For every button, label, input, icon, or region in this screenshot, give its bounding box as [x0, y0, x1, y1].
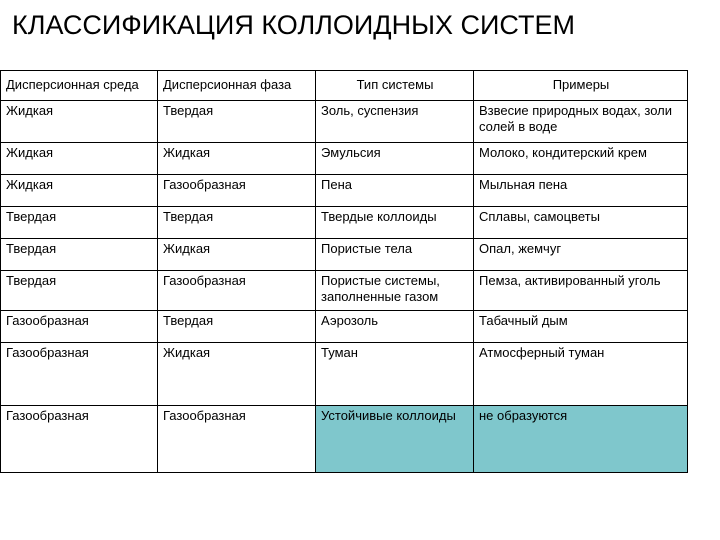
- cell-type: Пористые тела: [316, 239, 474, 271]
- cell-medium: Газообразная: [1, 406, 158, 473]
- cell-type: Эмульсия: [316, 143, 474, 175]
- table-row: [1, 343, 688, 406]
- page-title: КЛАССИФИКАЦИЯ КОЛЛОИДНЫХ СИСТЕМ: [12, 10, 575, 40]
- cell-phase: Твердая: [158, 207, 316, 239]
- table-row: [1, 175, 688, 207]
- classification-table: [0, 70, 688, 473]
- cell-examples: Сплавы, самоцветы: [474, 207, 688, 239]
- table-row: [1, 271, 688, 311]
- header-examples: Примеры: [474, 71, 688, 101]
- cell-medium: Твердая: [1, 271, 158, 311]
- table-header-row: [1, 71, 688, 101]
- cell-medium: Жидкая: [1, 101, 158, 143]
- cell-medium: Жидкая: [1, 143, 158, 175]
- table-row: [1, 311, 688, 343]
- table-row: [1, 101, 688, 143]
- cell-type: Пена: [316, 175, 474, 207]
- cell-type: Твердые коллоиды: [316, 207, 474, 239]
- cell-examples: Молоко, кондитерский крем: [474, 143, 688, 175]
- cell-phase: Газообразная: [158, 406, 316, 473]
- cell-type: Туман: [316, 343, 474, 406]
- cell-phase: Твердая: [158, 101, 316, 143]
- cell-phase: Жидкая: [158, 239, 316, 271]
- cell-type-highlighted: Устойчивые коллоиды: [316, 406, 474, 473]
- cell-type: Пористые системы, заполненные газом: [316, 271, 474, 311]
- header-dispersed-phase: Дисперсионная фаза: [158, 71, 316, 101]
- cell-phase: Жидкая: [158, 143, 316, 175]
- table-row: [1, 406, 688, 473]
- cell-examples: Взвесие природных водах, золи солей в воде: [474, 101, 688, 143]
- cell-phase: Жидкая: [158, 343, 316, 406]
- cell-medium: Твердая: [1, 207, 158, 239]
- cell-examples: Табачный дым: [474, 311, 688, 343]
- header-system-type: Тип системы: [316, 71, 474, 101]
- cell-phase: Твердая: [158, 311, 316, 343]
- cell-examples-highlighted: не образуются: [474, 406, 688, 473]
- header-dispersion-medium: Дисперсионная среда: [1, 71, 158, 101]
- cell-medium: Жидкая: [1, 175, 158, 207]
- cell-type: Аэрозоль: [316, 311, 474, 343]
- table-row: [1, 207, 688, 239]
- cell-medium: Газообразная: [1, 343, 158, 406]
- cell-type: Золь, суспензия: [316, 101, 474, 143]
- table-row: [1, 143, 688, 175]
- cell-examples: Мыльная пена: [474, 175, 688, 207]
- table-row: [1, 239, 688, 271]
- cell-examples: Опал, жемчуг: [474, 239, 688, 271]
- cell-phase: Газообразная: [158, 175, 316, 207]
- cell-medium: Твердая: [1, 239, 158, 271]
- cell-medium: Газообразная: [1, 311, 158, 343]
- cell-examples: Атмосферный туман: [474, 343, 688, 406]
- cell-examples: Пемза, активированный уголь: [474, 271, 688, 311]
- cell-phase: Газообразная: [158, 271, 316, 311]
